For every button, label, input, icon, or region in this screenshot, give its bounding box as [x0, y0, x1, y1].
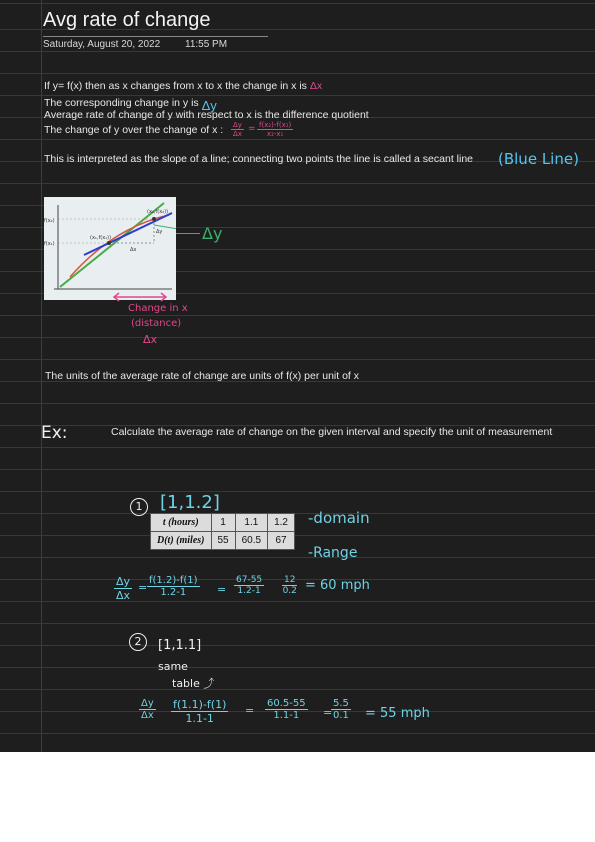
- table-cell: 1: [211, 514, 235, 532]
- line-5: This is interpreted as the slope of a line; connecting two points the line is called a secant line: [44, 153, 473, 165]
- p2-frac-simplified: $\frac{5.5}{0.1}$: [333, 698, 349, 721]
- p2-frac-dydx: $\frac{\Delta y}{\Delta x}$: [141, 698, 154, 721]
- graph-point-1-label: (x₁,f(x₁)): [90, 235, 112, 241]
- change-in-x-note: Change in x: [128, 303, 188, 314]
- example-instructions: Calculate the average rate of change on the given interval and specify the unit of measurement: [111, 426, 553, 438]
- table-cell: 60.5: [235, 532, 267, 550]
- table-row: [151, 532, 295, 550]
- p1-frac-dydx: $\frac{\Delta y}{\Delta x}$: [116, 575, 131, 602]
- line-1: [44, 80, 322, 92]
- problem-2-number: 2: [129, 633, 147, 651]
- distance-time-table: [150, 513, 295, 550]
- table-cell: 1.1: [235, 514, 267, 532]
- p1-frac-function: $\frac{f(1.2)-f(1)}{1.2-1}$: [149, 575, 198, 598]
- blue-line-note: (Blue Line): [498, 150, 579, 168]
- problem-2-interval: [1,1.1]: [158, 638, 202, 653]
- p1-frac-values: $\frac{67-55}{1.2-1}$: [236, 575, 263, 596]
- p2-frac-values: $\frac{60.5-55}{1.1-1}$: [267, 698, 306, 721]
- equals-sign: =: [217, 583, 227, 596]
- problem-1-number: 1: [130, 498, 148, 516]
- example-label: Ex:: [41, 423, 68, 443]
- line-4: The change of y over the change of x :: [44, 124, 224, 136]
- delta-x-note: Δx: [143, 333, 158, 346]
- table-cell: 55: [211, 532, 235, 550]
- table-header-t: t (hours): [151, 514, 212, 532]
- table-row: [151, 514, 295, 532]
- table-header-d: D(t) (miles): [151, 532, 212, 550]
- range-label: -Range: [308, 545, 358, 561]
- page-date: Saturday, August 20, 2022: [43, 39, 161, 50]
- table-note: table ⤴: [172, 677, 215, 690]
- change-in-x-arrow: [110, 290, 170, 304]
- top-formula-left: $\frac{\Delta y}{\Delta x}$: [233, 121, 242, 138]
- table-cell: 1.2: [268, 514, 295, 532]
- delta-y-pointer: [176, 233, 200, 234]
- graph-dy-label: Δy: [156, 229, 163, 235]
- margin-line: [41, 0, 42, 752]
- p2-result: = 55 mph: [365, 706, 430, 721]
- equals-sign: =: [323, 706, 333, 719]
- table-cell: 67: [268, 532, 295, 550]
- line-1-text: If y= f(x) then as x changes from x to x the change in x is: [44, 80, 307, 92]
- graph-point-2-label: (x₂,f(x₂)): [147, 209, 169, 215]
- p1-frac-simplified: $\frac{12}{0.2}$: [282, 575, 297, 596]
- equals-sign: =: [138, 581, 148, 594]
- equals-sign: =: [245, 704, 255, 717]
- top-formula-right: $\frac{\text{f(x₂)-f(x₁)}}{\text{x₂-x₁}}$: [259, 121, 292, 138]
- title-underline: [43, 36, 268, 37]
- same-note: same: [158, 660, 188, 673]
- p2-frac-function: $\frac{f(1.1)-f(1)}{1.1-1}$: [173, 698, 227, 725]
- graph-fx2-label: f(x₂): [44, 218, 55, 224]
- graph-fx1-label: f(x₁): [44, 241, 55, 247]
- delta-y-annotation: Δy: [202, 224, 223, 243]
- page-time: 11:55 PM: [185, 39, 228, 50]
- domain-label: -domain: [308, 509, 370, 527]
- line-2-text: The corresponding change in y is: [44, 97, 199, 109]
- distance-note: (distance): [131, 318, 182, 329]
- units-statement: The units of the average rate of change are units of f(x) per unit of x: [45, 370, 360, 382]
- line-2-delta: Δy: [201, 98, 217, 113]
- top-formula-eq: =: [248, 124, 256, 134]
- graph-dx-label: Δx: [130, 247, 137, 253]
- line-2: [44, 94, 217, 113]
- problem-1-interval: [1,1.2]: [160, 492, 220, 513]
- line-1-delta: Δx: [309, 80, 323, 92]
- page-title: Avg rate of change: [43, 9, 211, 31]
- line-3: Average rate of change of y with respect to x is the difference quotient: [44, 109, 369, 121]
- p1-result: = 60 mph: [305, 578, 370, 593]
- secant-graph-image: [44, 197, 176, 300]
